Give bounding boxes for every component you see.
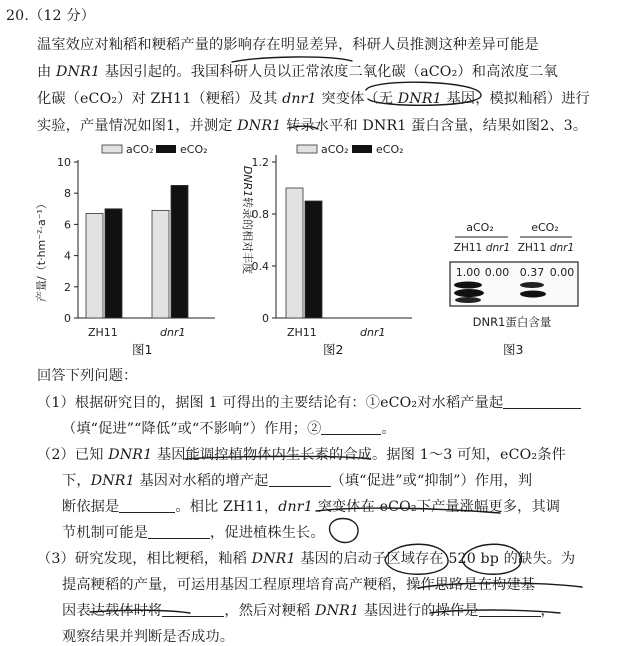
- lane-label-2: dnr1: [485, 242, 511, 254]
- y-tick-label: 0.8: [251, 208, 269, 221]
- q2-line-3: 断依据是 。相比 ZH11，dnr1 突变体在 eCO₂下产量涨幅更多，其调: [62, 499, 561, 515]
- y-tick-label: 2: [64, 280, 71, 294]
- figure-2-caption: 图2: [323, 342, 344, 357]
- q3-line-3: 因表达载体时将 ，然后对粳稻 DNR1 基因进行的操作是 ，: [62, 603, 555, 619]
- figure-2-legend: [297, 143, 404, 156]
- legend-label-aco2: aCO₂: [126, 143, 154, 156]
- y-tick-label: 6: [64, 218, 71, 232]
- intro-line-1: 温室效应对籼稻和粳稻产量的影响存在明显差异，科研人员推测这种差异可能是: [37, 37, 539, 53]
- q3-blank-1[interactable]: [162, 602, 224, 617]
- q3-line-2: 提高粳稻的产量，可运用基因工程原理培育高产粳稻，操作思路是在构建基: [62, 577, 536, 593]
- x-label-dnr1: dnr1: [160, 326, 186, 339]
- figure-1-bar-chart: [30, 140, 220, 360]
- q3-blank-2[interactable]: [479, 602, 541, 617]
- legend-label-eco2: eCO₂: [376, 143, 404, 156]
- figure-3-caption: 图3: [503, 342, 524, 357]
- legend-label-eco2: eCO₂: [180, 143, 208, 156]
- blot-value-4: 0.00: [549, 266, 575, 279]
- blot-value-1: 1.00: [455, 266, 481, 279]
- q1-blank-1[interactable]: [503, 394, 581, 409]
- bar-aCO₂-ZH11: [286, 188, 303, 318]
- bar-eCO₂-ZH11: [305, 201, 322, 318]
- q3-line-4: 观察结果并判断是否成功。: [62, 629, 235, 645]
- q2-blank-3[interactable]: [148, 524, 210, 539]
- blot-value-2: 0.00: [484, 266, 510, 279]
- q2-blank-2[interactable]: [119, 498, 175, 513]
- intro-line-2: 由 DNR1 基因引起的。我国科研人员以正常浓度二氧化碳（aCO₂）和高浓度二氧: [37, 64, 558, 80]
- y-tick-label: 0.4: [251, 260, 269, 273]
- lane-label-4: dnr1: [549, 242, 575, 254]
- legend-swatch-aco2: [297, 145, 317, 153]
- question-number: 20.: [6, 8, 30, 24]
- q2-line-1: （2）已知 DNR1 基因能调控植物体内生长素的合成。据图 1～3 可知，eCO₂条件: [37, 447, 566, 463]
- figure-2-y-axis-label: DNR1转录的相对丰度: [241, 165, 254, 275]
- q1-line-2: （填“促进”“降低”或“不影响”）作用；② 。: [62, 421, 396, 437]
- y-tick-label: 10: [57, 156, 71, 169]
- y-tick-label: 4: [64, 249, 71, 263]
- x-label-zh11: ZH11: [287, 326, 317, 339]
- question-points: （12 分）: [29, 8, 96, 24]
- x-label-dnr1: dnr1: [360, 326, 386, 339]
- bar-aCO₂-dnr1: [152, 210, 169, 318]
- bar-eCO₂-dnr1: [171, 185, 188, 318]
- lane-label-1: ZH11: [453, 242, 483, 254]
- y-tick-label: 0: [262, 312, 269, 325]
- figure-1-legend: [102, 143, 208, 156]
- blot-label: DNR1蛋白含量: [472, 315, 552, 329]
- legend-swatch-eco2: [156, 145, 176, 153]
- x-label-zh11: ZH11: [88, 326, 118, 339]
- bar-aCO₂-ZH11: [86, 213, 103, 318]
- y-tick-label: 1.2: [251, 156, 269, 169]
- legend-swatch-aco2: [102, 145, 122, 153]
- question-header: [6, 5, 95, 25]
- y-tick-label: 0: [64, 312, 71, 325]
- figure-1-y-axis-label: 产量/（t·hm⁻²·a⁻¹）: [35, 198, 48, 302]
- q3-line-1: （3）研究发现，相比粳稻，籼稻 DNR1 基因的启动子区域存在 520 bp 的缺失。为: [37, 551, 576, 567]
- bar-eCO₂-ZH11: [105, 209, 122, 318]
- y-tick-label: 8: [64, 187, 71, 201]
- pen-circle-2: [330, 519, 359, 543]
- blot-value-3: 0.37: [519, 266, 545, 279]
- legend-label-aco2: aCO₂: [321, 143, 349, 156]
- figure-2-bar-chart: [232, 140, 422, 360]
- figure-1-caption: 图1: [132, 342, 153, 357]
- answer-intro: 回答下列问题：: [37, 368, 138, 384]
- group-label-eco2: eCO₂: [531, 221, 559, 234]
- figure-3-western-blot: [440, 215, 585, 345]
- lane-label-3: ZH11: [517, 242, 547, 254]
- q1-line-1: （1）根据研究目的，据图 1 可得出的主要结论有：①eCO₂对水稻产量起: [37, 392, 581, 412]
- q2-blank-1[interactable]: [269, 472, 331, 487]
- legend-swatch-eco2: [352, 145, 372, 153]
- q2-line-4: 节机制可能是 ，促进植株生长。: [62, 525, 325, 541]
- intro-line-3: 化碳（eCO₂）对 ZH11（粳稻）及其 dnr1 突变体（无 DNR1 基因，模拟籼稻）进行: [37, 91, 590, 107]
- q2-line-2: 下，DNR1 基因对水稻的增产起 （填“促进”或“抑制”）作用，判: [62, 473, 533, 489]
- intro-line-4: 实验，产量情况如图1，并测定 DNR1 转录水平和 DNR1 蛋白含量，结果如图2、3。: [37, 118, 588, 134]
- q1-blank-2[interactable]: [321, 420, 381, 435]
- group-label-aco2: aCO₂: [466, 221, 494, 234]
